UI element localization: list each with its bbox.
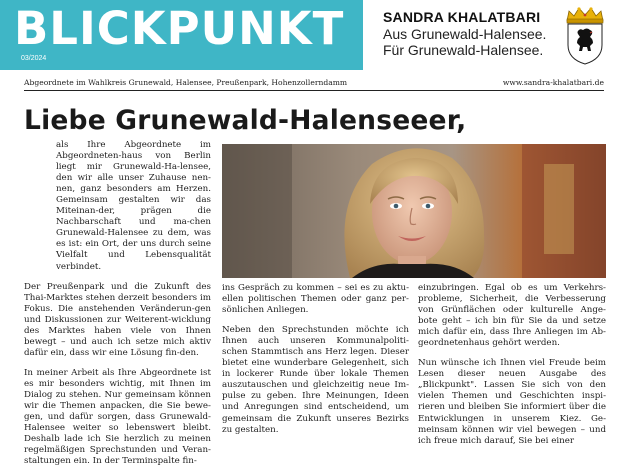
col2-paragraph-1: ins Gespräch zu kommen – sei es zu aktu-ellen politischen Themen oder ganz per-sönlichen Anliegen. [222, 283, 409, 316]
article-headline: Liebe Grunewald-Halenseeer, [24, 105, 467, 136]
newsletter-title: BLICKPUNKT [14, 2, 345, 55]
berlin-bear-crest-icon [563, 5, 607, 65]
info-bar [24, 78, 604, 91]
website-link[interactable]: www.sandra-khalatbari.de [502, 78, 604, 87]
author-tagline-1: Aus Grunewald-Halensee. [383, 26, 547, 42]
col3-paragraph-2: Nun wünsche ich Ihnen viel Freude beim Lesen dieser neuen Ausgabe des „Blickpunkt". Lassen Sie sich von den vielen Themen und Geschichten inspi-rieren und bleiben Sie informiert über die Entwicklungen in unserem Kiez. Ge-meinsam können wir viel bewegen – und ich freue mich darauf, Sie bei einer [418, 358, 606, 446]
col2-paragraph-2: Neben den Sprechstunden möchte ich Ihnen auch unseren Kommunalpoliti-schen Stammtisch ans Herz legen. Dieser bietet eine wunderbare Gelegenheit, sich in lockerer Runde über lokale Themen auszutauschen und gleichzeitig neue Im-pulse zu geben. Ihre Meinungen, Ideen und Anregungen sind entscheidend, um gemeinsam die Zukunft unseres Bezirks zu gestalten. [222, 325, 409, 435]
portrait-photo [222, 144, 606, 278]
author-tagline-2: Für Grunewald-Halensee. [383, 42, 544, 58]
article-column-1 [24, 140, 211, 476]
article-column-2 [222, 283, 409, 445]
col1-paragraph-1-text: als Ihre Abgeordnete im Abgeordneten-haus von Berlin liegt mir Grunewald-Ha-lensee, den wir alle unser Zuhause nen-nen, ganz besonders am Herzen. Gemeinsam gestalten wir das Miteinan-der, prägen die Nachbarschaft und ma-chen Grunewald-Halensee zu dem, was es ist: ein Ort, der uns durch seine Vielfalt und Lebensqualität verbindet. [56, 140, 211, 272]
issue-number: 03/2024 [21, 55, 47, 62]
author-block [383, 9, 546, 58]
col1-paragraph-2: Der Preußenpark und die Zukunft des Thai-Marktes stehen derzeit besonders im Fokus. Die anstehenden Veränderun-gen und Diskussionen zur Weiterent-wicklung des Marktes haben viele von Ihnen bewegt – und auch ich setze mich aktiv dafür ein, dass wir eine Lösung fin-den. [24, 281, 211, 358]
author-name: SANDRA KHALATBARI [383, 9, 541, 25]
col3-paragraph-1: einzubringen. Egal ob es um Verkehrs-probleme, Sicherheit, die Verbesserung von Grünflächen oder kulturelle Ange-bote geht – ich bin für Sie da und setze mich dafür ein, dass Ihre Anliegen im Ab-geordnetenhaus gehört werden. [418, 283, 606, 349]
col1-paragraph-1 [24, 140, 211, 273]
article-column-3 [418, 283, 606, 456]
constituency-line: Abgeordnete im Wahlkreis Grunewald, Halensee, Preußenpark, Hohenzollerndamm [24, 78, 348, 87]
masthead-banner [0, 0, 363, 70]
col1-paragraph-3: In meiner Arbeit als Ihre Abgeordnete ist es mir besonders wichtig, mit Ihnen im Dialog zu stehen. Nur gemeinsam können wir die Themen anpacken, die Sie bewe-gen, und dafür sorgen, dass Grunewald-Halensee weiter so lebenswert bleibt. Deshalb lade ich Sie herzlich zu meinen regelmäßigen Sprechstunden und Veran-staltungen ein. In der Terminspalte fin- [24, 367, 211, 467]
